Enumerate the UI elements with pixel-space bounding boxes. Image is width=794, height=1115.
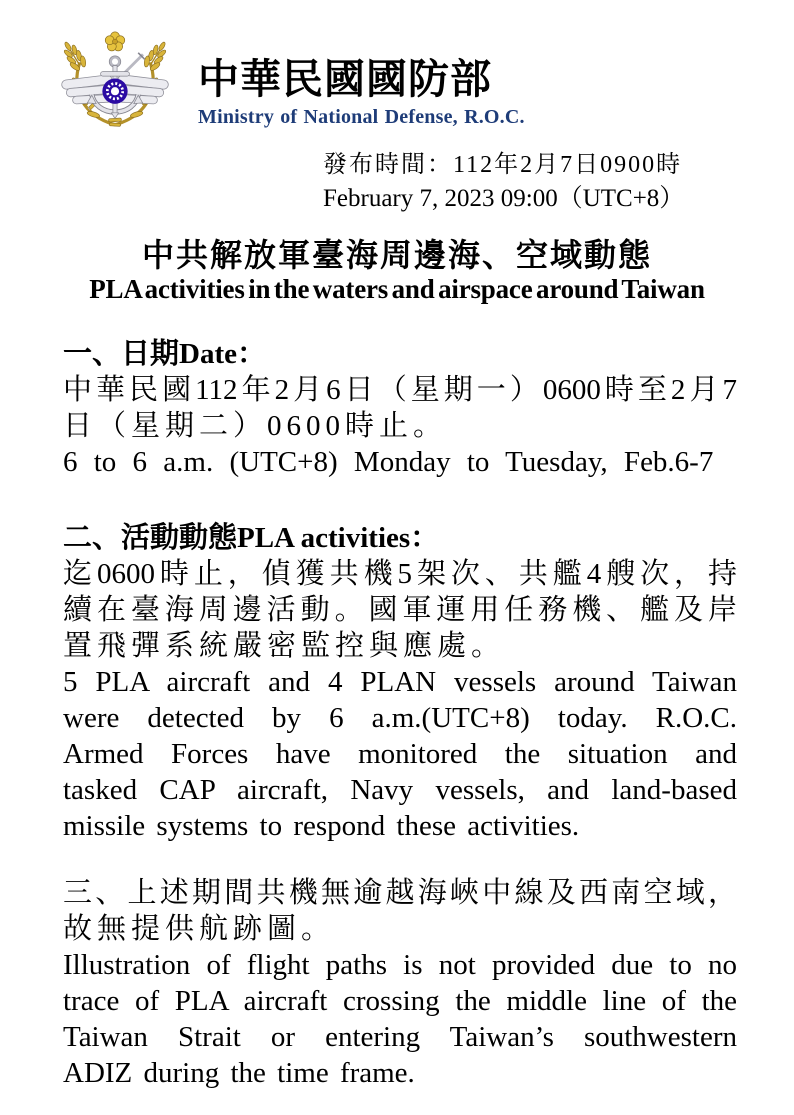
en-body-line: Illustration of flight paths is not provided due to no <box>63 949 737 981</box>
en-body-line: were detected by 6 a.m.(UTC+8) today. R.O.C. <box>63 702 737 734</box>
release-time <box>323 149 763 215</box>
zh-body-line: 續在臺海周邊活動。國軍運用任務機、艦及岸 <box>63 594 737 626</box>
org-header <box>198 56 758 129</box>
section-pla-activities-heading: 二、活動動態PLA activities： <box>63 522 440 554</box>
section-date-heading: 一、日期Date： <box>63 338 266 370</box>
en-body-line: Taiwan Strait or entering Taiwan’s southwestern <box>63 1021 737 1053</box>
zh-body-line: 置飛彈系統嚴密監控與應處。 <box>63 630 506 662</box>
document-title <box>0 237 794 304</box>
document-body <box>63 336 737 1091</box>
section-no-illustration <box>63 875 737 1091</box>
en-body-line: 6 to 6 a.m. (UTC+8) Monday to Tuesday, Feb.6-7 <box>63 446 714 478</box>
en-body-line: ADIZ during the time frame. <box>63 1057 415 1089</box>
document-title-zh: 中共解放軍臺海周邊海、空域動態 <box>141 237 652 273</box>
mnd-emblem-logo <box>55 20 175 140</box>
zh-body-line: 日（星期二）0600時止。 <box>63 410 448 442</box>
en-body-line: trace of PLA aircraft crossing the middle line of the <box>63 985 737 1017</box>
org-name-en: Ministry of National Defense, R.O.C. <box>198 106 525 128</box>
section-pla-activities <box>63 520 737 844</box>
sun-emblem-icon <box>102 79 127 104</box>
en-body-line: Armed Forces have monitored the situation and <box>63 738 737 770</box>
en-body-line: 5 PLA aircraft and 4 PLAN vessels around Taiwan <box>63 666 737 698</box>
zh-body-line: 迄0600時止，偵獲共機5架次、共艦4艘次，持 <box>63 558 737 590</box>
en-body-line: missile systems to respond these activities. <box>63 810 580 842</box>
org-name-zh: 中華民國國防部 <box>198 56 492 102</box>
plum-blossom-icon <box>105 32 125 51</box>
mnd-emblem-icon <box>55 20 175 140</box>
release-time-zh: 發布時間：112年2月7日0900時 <box>323 152 683 178</box>
document-title-en: PLA activities in the waters and airspace around Taiwan <box>89 274 705 304</box>
zh-body-line: 故無提供航跡圖。 <box>63 913 336 945</box>
section-date <box>63 336 737 480</box>
zh-body-line: 中華民國112年2月6日（星期一）0600時至2月7 <box>63 374 737 406</box>
zh-body-line: 三、上述期間共機無逾越海峽中線及西南空域， <box>63 877 737 909</box>
en-body-line: tasked CAP aircraft, Navy vessels, and land-based <box>63 774 737 806</box>
release-time-en: February 7, 2023 09:00（UTC+8） <box>323 185 685 212</box>
